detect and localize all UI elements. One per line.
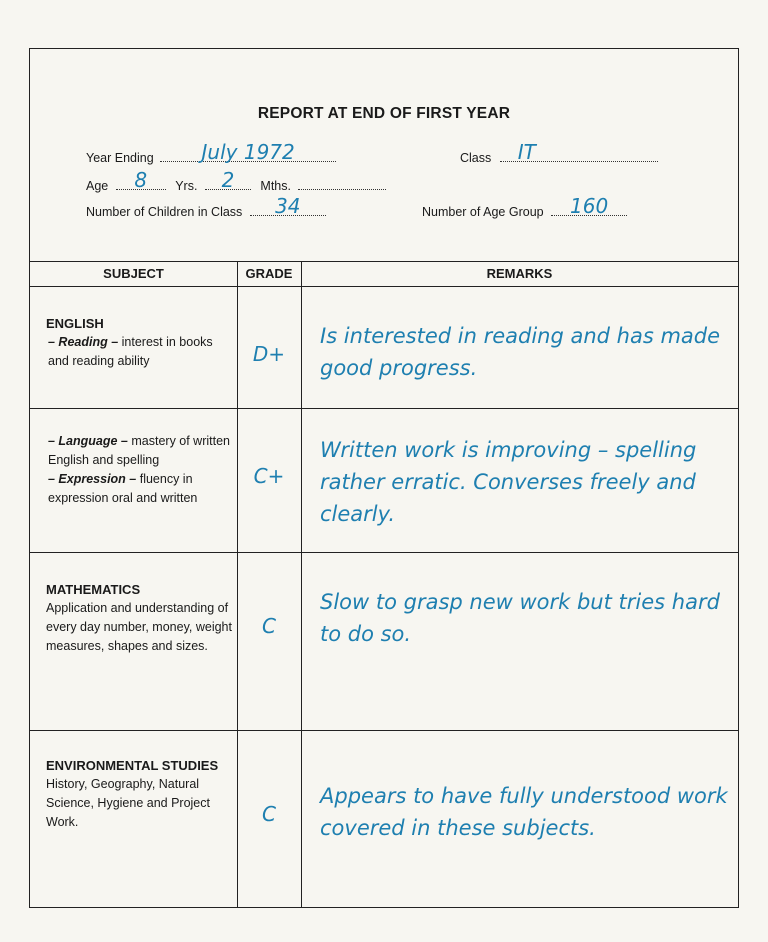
row-divider: [30, 286, 738, 287]
year-ending-field: [160, 140, 336, 164]
grade-language: C+: [253, 464, 285, 488]
subject-environmental-studies: [46, 756, 236, 832]
subject-name: ENVIRONMENTAL STUDIES: [46, 758, 219, 773]
children-field: [250, 194, 326, 218]
header-subject: SUBJECT: [103, 266, 164, 281]
grade-reading: D+: [252, 342, 286, 366]
subject-description: [46, 432, 236, 470]
age-extra-field: [298, 175, 386, 190]
age-label: Age: [86, 179, 109, 193]
class-label: Class: [460, 151, 492, 165]
subject-text: fluency in expression oral and written: [48, 472, 198, 505]
subject-name: MATHEMATICS: [46, 582, 141, 597]
subject-english: [46, 314, 236, 371]
subject-name: ENGLISH: [46, 316, 104, 331]
subject-mathematics: [46, 580, 236, 656]
subject-heading: – Language –: [48, 434, 128, 448]
age-row: [86, 168, 386, 193]
class-field: [500, 140, 658, 164]
report-header: [30, 49, 738, 261]
age-months-value: 2: [221, 168, 235, 192]
children-value: 34: [275, 194, 301, 218]
mths-label: Mths.: [260, 179, 291, 193]
column-divider: [301, 262, 302, 908]
age-group-value: 160: [570, 194, 609, 218]
class-row: [460, 140, 658, 165]
row-divider: [30, 730, 738, 731]
subject-description: History, Geography, Natural Science, Hygiene and Project Work.: [46, 777, 210, 829]
remark-reading: Is interested in reading and has made good progress.: [320, 324, 721, 380]
grade-mathematics: C: [262, 614, 276, 638]
year-ending-value: July 1972: [201, 140, 295, 164]
report-card: [29, 48, 739, 908]
subject-heading: – Reading –: [48, 335, 119, 349]
remark-mathematics: Slow to grasp new work but tries hard to do so.: [320, 590, 720, 646]
yrs-label: Yrs.: [175, 179, 198, 193]
age-months-field: [205, 168, 251, 192]
report-title: REPORT AT END OF FIRST YEAR: [257, 105, 511, 122]
class-value: IT: [517, 140, 536, 164]
age-years-field: [116, 168, 166, 192]
subject-description: [46, 333, 236, 371]
grade-environmental-studies: C: [262, 802, 276, 826]
age-group-field: [551, 194, 627, 218]
row-divider: [30, 552, 738, 553]
age-group-row: [422, 194, 627, 219]
grades-table: [30, 261, 738, 908]
subject-text: mastery of written English and spelling: [48, 434, 231, 467]
year-ending-row: [86, 140, 336, 165]
header-remarks: REMARKS: [486, 266, 553, 281]
children-label: Number of Children in Class: [86, 205, 243, 219]
remark-language: Written work is improving – spelling rather erratic. Converses freely and clearly.: [320, 438, 697, 526]
remark-environmental-studies: Appears to have fully understood work covered in these subjects.: [320, 784, 728, 840]
subject-heading: – Expression –: [48, 472, 137, 486]
age-group-label: Number of Age Group: [422, 205, 544, 219]
header-grade: GRADE: [245, 266, 293, 281]
subject-description: Application and understanding of every day number, money, weight measures, shapes and sizes.: [46, 601, 232, 653]
row-divider: [30, 408, 738, 409]
subject-text: interest in books and reading ability: [48, 335, 213, 368]
subject-description: [46, 470, 236, 508]
subject-language-expression: [46, 432, 236, 508]
year-ending-label: Year Ending: [86, 151, 154, 165]
children-row: [86, 194, 326, 219]
age-years-value: 8: [134, 168, 148, 192]
